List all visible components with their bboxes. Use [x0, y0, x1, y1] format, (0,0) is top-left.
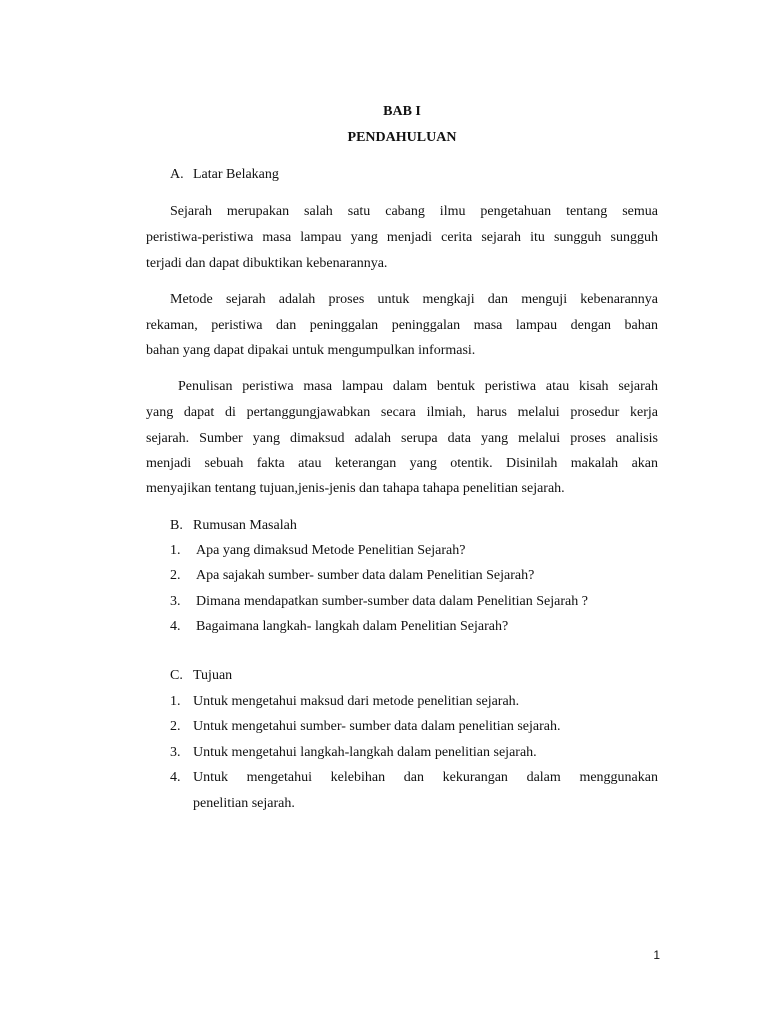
list-item-number: 3.: [170, 745, 181, 760]
list-item-continuation: penelitian sejarah.: [193, 796, 295, 811]
paragraph-line: Metode sejarah adalah proses untuk mengkaji dan menguji kebenarannya: [170, 292, 658, 307]
paragraph-line: terjadi dan dapat dibuktikan kebenarannya.: [146, 256, 388, 271]
list-item-number: 4.: [170, 619, 181, 634]
list-item-number: 1.: [170, 694, 181, 709]
paragraph-line: bahan yang dapat dipakai untuk mengumpulkan informasi.: [146, 343, 476, 358]
paragraph-line: Sejarah merupakan salah satu cabang ilmu pengetahuan tentang semua: [170, 204, 658, 219]
list-item-number: 1.: [170, 543, 181, 558]
page-number: 1: [653, 948, 660, 962]
paragraph-line: peristiwa-peristiwa masa lampau yang menjadi cerita sejarah itu sungguh sungguh: [146, 230, 658, 245]
paragraph-line: yang dapat di pertanggungjawabkan secara ilmiah, harus melalui prosedur kerja: [146, 405, 658, 420]
section-b-title: Rumusan Masalah: [193, 518, 297, 533]
list-item-number: 2.: [170, 719, 181, 734]
list-item: Untuk mengetahui kelebihan dan kekurangan dalam menggunakan: [193, 770, 658, 785]
paragraph-line: sejarah. Sumber yang dimaksud adalah serupa data yang melalui proses analisis: [146, 431, 658, 446]
section-c-title: Tujuan: [193, 668, 233, 683]
section-b-label: B.: [170, 518, 183, 533]
paragraph-line: menyajikan tentang tujuan,jenis-jenis dan tahapa tahapa penelitian sejarah.: [146, 481, 565, 496]
section-c-label: C.: [170, 668, 183, 683]
list-item-number: 3.: [170, 594, 181, 609]
section-a-title: Latar Belakang: [193, 167, 279, 182]
paragraph-line: rekaman, peristiwa dan peninggalan peninggalan masa lampau dengan bahan: [146, 318, 658, 333]
paragraph-line: Penulisan peristiwa masa lampau dalam bentuk peristiwa atau kisah sejarah: [178, 379, 658, 394]
list-item: Untuk mengetahui maksud dari metode penelitian sejarah.: [193, 694, 520, 709]
list-item: Untuk mengetahui sumber- sumber data dalam penelitian sejarah.: [193, 719, 561, 734]
list-item: Apa sajakah sumber- sumber data dalam Penelitian Sejarah?: [196, 568, 535, 583]
page-title: PENDAHULUAN: [347, 130, 457, 145]
list-item: Apa yang dimaksud Metode Penelitian Sejarah?: [196, 543, 466, 558]
chapter-heading: BAB I: [383, 104, 421, 119]
list-item-number: 2.: [170, 568, 181, 583]
list-item: Bagaimana langkah- langkah dalam Penelitian Sejarah?: [196, 619, 509, 634]
list-item: Untuk mengetahui langkah-langkah dalam penelitian sejarah.: [193, 745, 537, 760]
section-a-label: A.: [170, 167, 184, 182]
list-item-number: 4.: [170, 770, 181, 785]
list-item: Dimana mendapatkan sumber-sumber data dalam Penelitian Sejarah ?: [196, 594, 588, 609]
paragraph-line: menjadi sebuah fakta atau keterangan yang otentik. Disinilah makalah akan: [146, 456, 658, 471]
